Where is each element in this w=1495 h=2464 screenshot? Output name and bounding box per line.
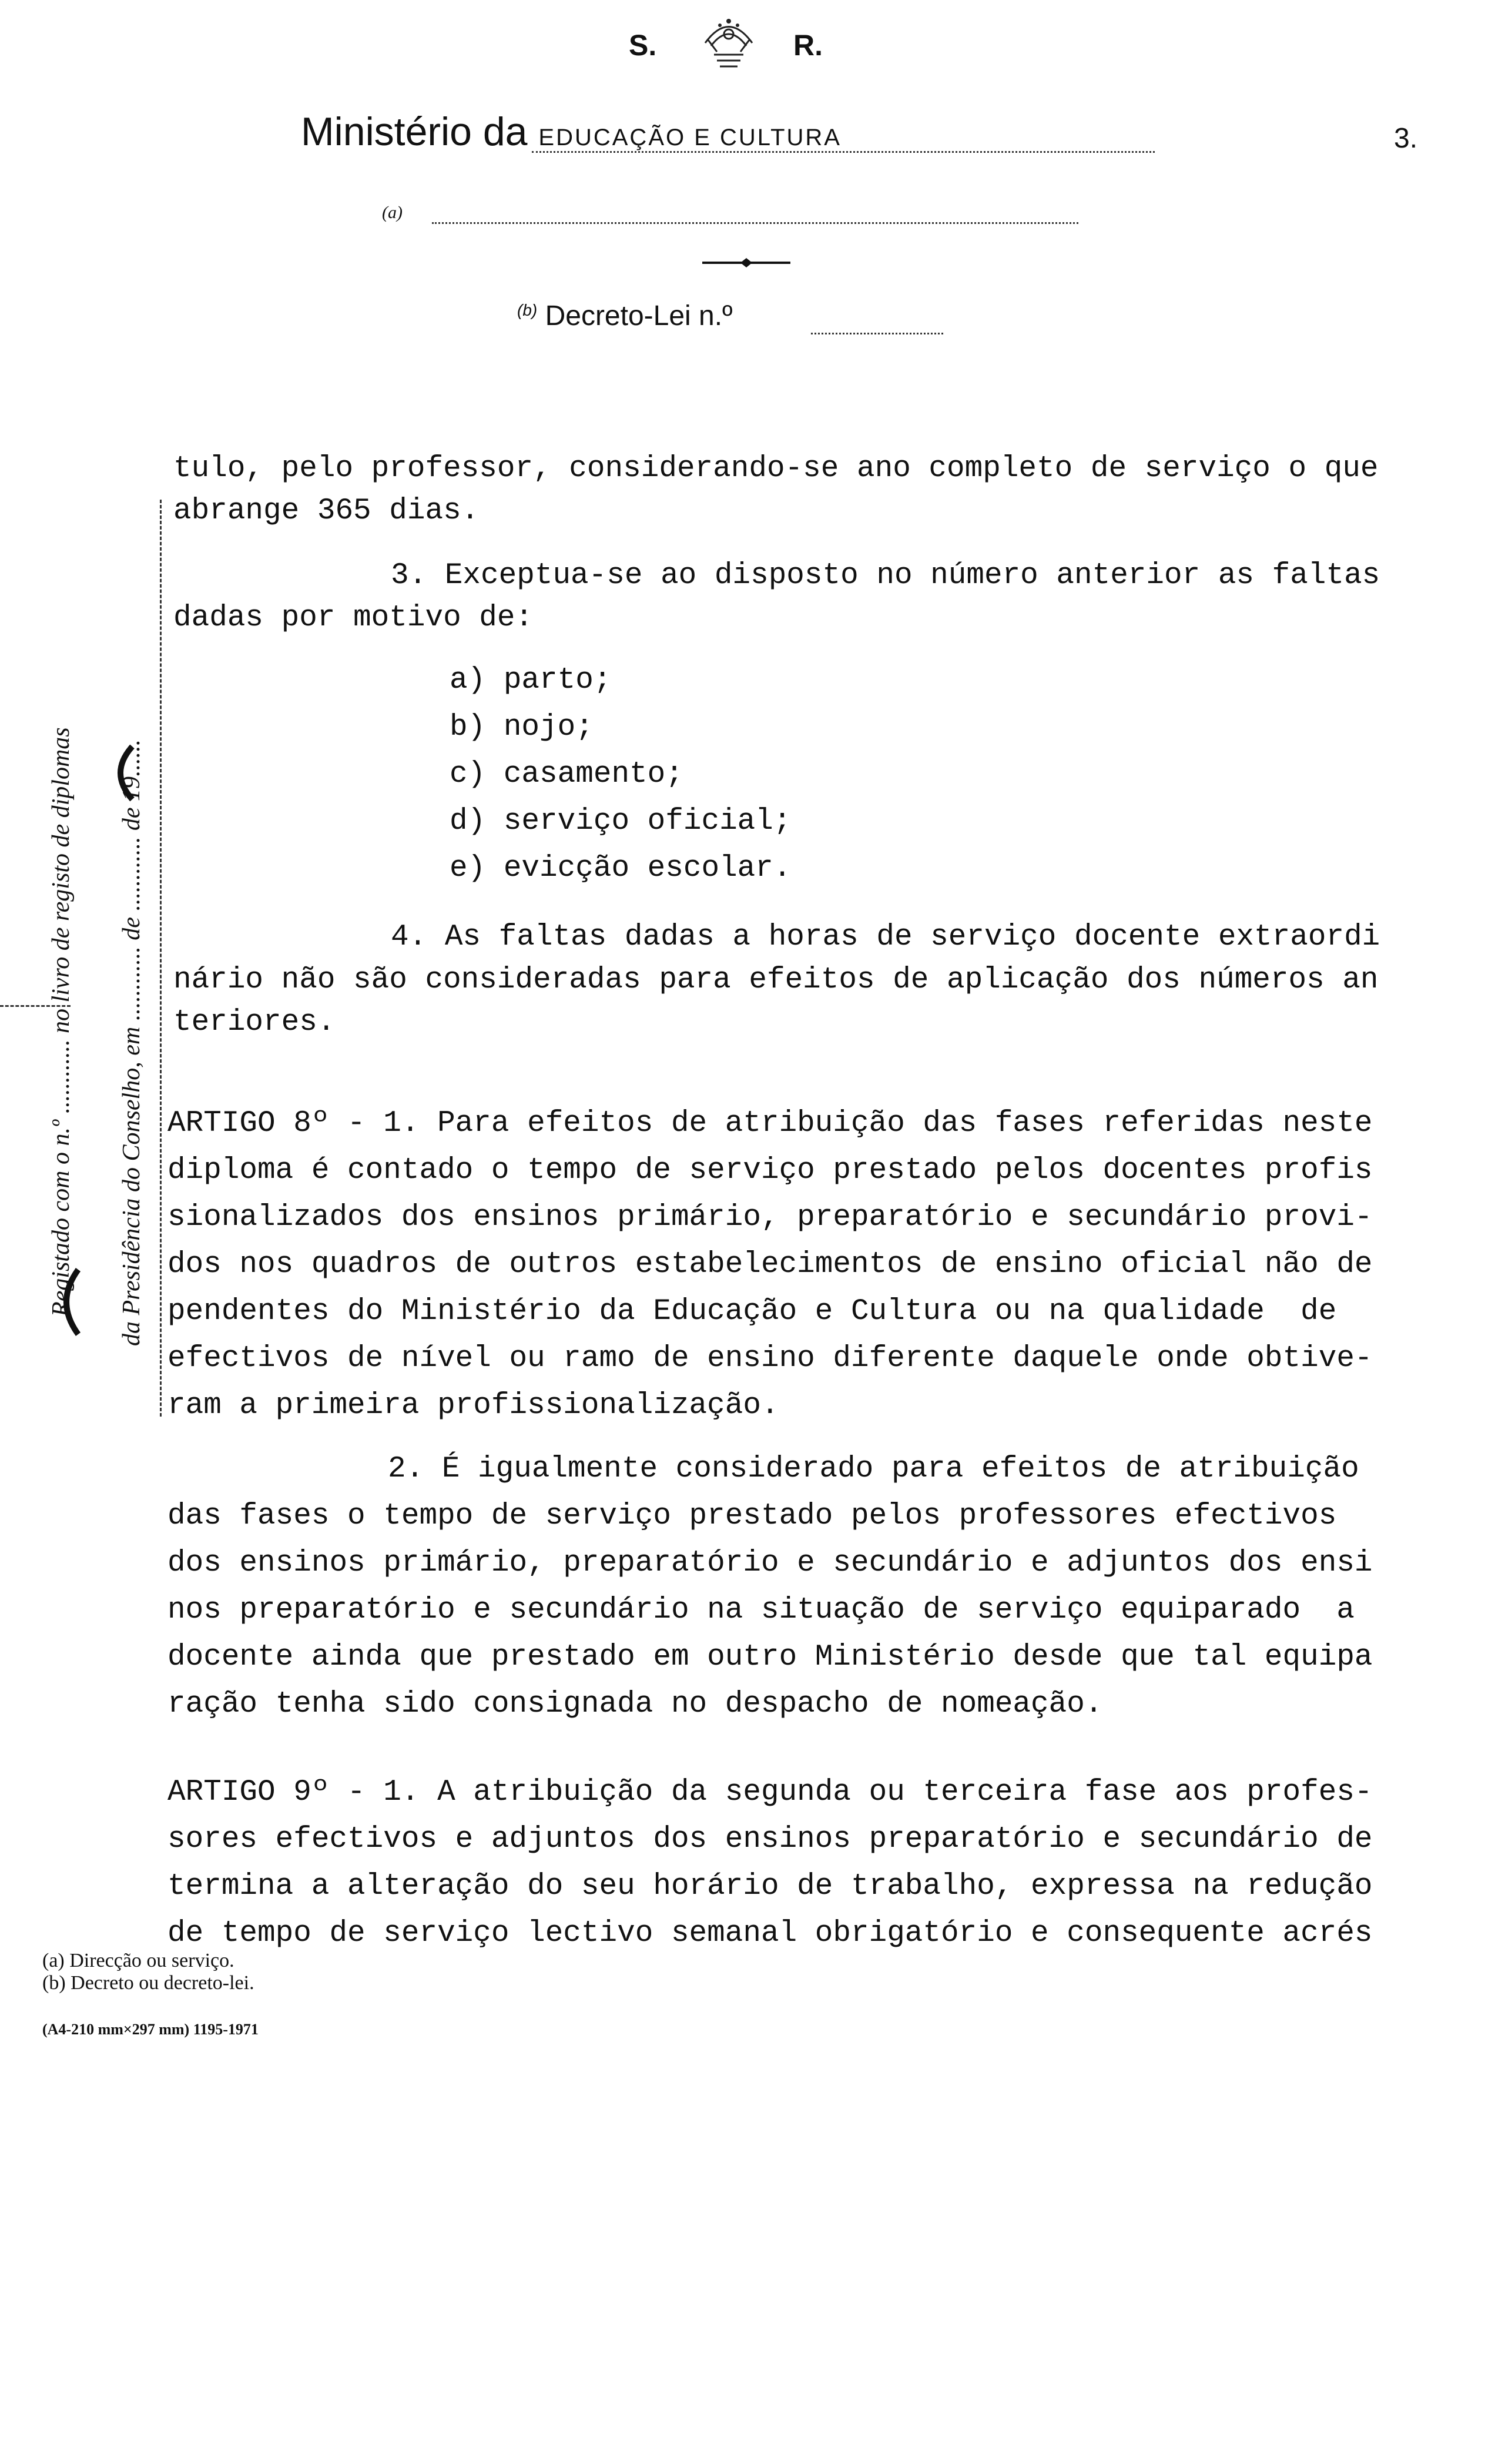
print-imprint: (A4-210 mm×297 mm) 1195-1971 — [42, 2021, 259, 2038]
text-line: de tempo de serviço lectivo semanal obrigatório e consequente acrés — [167, 1917, 1373, 1950]
text-line: pendentes do Ministério da Educação e Cultura ou na qualidade de — [167, 1295, 1337, 1328]
text-line: tulo, pelo professor, considerando-se ano completo de serviço o que — [173, 452, 1379, 486]
decreto-field — [517, 300, 733, 332]
divider-ornament — [702, 257, 790, 269]
text-line: ram a primeira profissionalização. — [167, 1389, 779, 1422]
margin-bracket-icon — [106, 741, 141, 805]
text-line: sionalizados dos ensinos primário, preparatório e secundário provi- — [167, 1201, 1373, 1234]
footnote-a: (a) Direcção ou serviço. — [42, 1950, 234, 1971]
line-a-dotted — [432, 222, 1078, 224]
text-line: ARTIGO 8º - 1. Para efeitos de atribuição das fases referidas neste — [167, 1107, 1373, 1140]
decreto-fill-line — [811, 333, 943, 334]
ministry-prefix: Ministério da — [301, 109, 528, 154]
list-item: b) nojo; — [450, 711, 594, 744]
text-line: 2. É igualmente considerado para efeitos de atribuição — [388, 1452, 1359, 1486]
ministry-fill-line — [532, 151, 1155, 153]
line-a-label: (a) — [382, 203, 403, 222]
list-item: c) casamento; — [450, 758, 683, 791]
margin-registration-text: Registado com o n.º ............ no livro de registo de diplomas — [48, 727, 75, 1317]
text-line: efectivos de nível ou ramo de ensino diferente daquele onde obtive- — [167, 1342, 1373, 1375]
page-number: 3. — [1394, 123, 1418, 154]
text-line: dos ensinos primário, preparatório e secundário e adjuntos dos ensi — [167, 1546, 1373, 1580]
list-item: a) parto; — [450, 664, 612, 697]
decreto-marker: (b) — [517, 301, 538, 319]
text-line: diploma é contado o tempo de serviço prestado pelos docentes profis — [167, 1154, 1373, 1187]
header-right-letter: R. — [793, 29, 823, 62]
text-line: nos preparatório e secundário na situação de serviço equiparado a — [167, 1593, 1355, 1627]
text-line: teriores. — [173, 1006, 336, 1039]
text-line: ração tenha sido consignada no despacho de nomeação. — [167, 1688, 1103, 1721]
text-line: 4. As faltas dadas a horas de serviço docente extraordi — [391, 920, 1380, 954]
ministry-title — [301, 109, 842, 155]
text-line: nário não são consideradas para efeitos de aplicação dos números an — [173, 963, 1379, 997]
text-line: docente ainda que prestado em outro Ministério desde que tal equipa — [167, 1641, 1373, 1674]
margin-council-text: da Presidência do Conselho, em ............ de ............ de 19...... — [118, 739, 145, 1346]
list-item: e) evicção escolar. — [450, 852, 792, 885]
text-line: dos nos quadros de outros estabelecimentos de ensino oficial não de — [167, 1248, 1373, 1281]
text-line: 3. Exceptua-se ao disposto no número anterior as faltas — [391, 559, 1380, 592]
text-line: ARTIGO 9º - 1. A atribuição da segunda ou terceira fase aos profes- — [167, 1776, 1373, 1809]
text-line: termina a alteração do seu horário de trabalho, expressa na redução — [167, 1870, 1373, 1903]
text-line: dadas por motivo de: — [173, 601, 534, 635]
footnote-b: (b) Decreto ou decreto-lei. — [42, 1972, 254, 1994]
text-line: sores efectivos e adjuntos dos ensinos preparatório e secundário de — [167, 1823, 1373, 1856]
coat-of-arms-seal — [696, 11, 761, 75]
list-item: d) serviço oficial; — [450, 805, 792, 838]
decreto-label: Decreto-Lei n.º — [545, 300, 733, 332]
margin-cut-mark — [0, 1005, 71, 1007]
text-line: abrange 365 dias. — [173, 494, 480, 528]
header-left-letter: S. — [629, 29, 657, 62]
text-line: das fases o tempo de serviço prestado pelos professores efectivos — [167, 1499, 1337, 1533]
margin-dashed-rule — [160, 500, 162, 1417]
ministry-name: EDUCAÇÃO E CULTURA — [538, 125, 842, 150]
margin-bracket-icon — [52, 1264, 87, 1340]
